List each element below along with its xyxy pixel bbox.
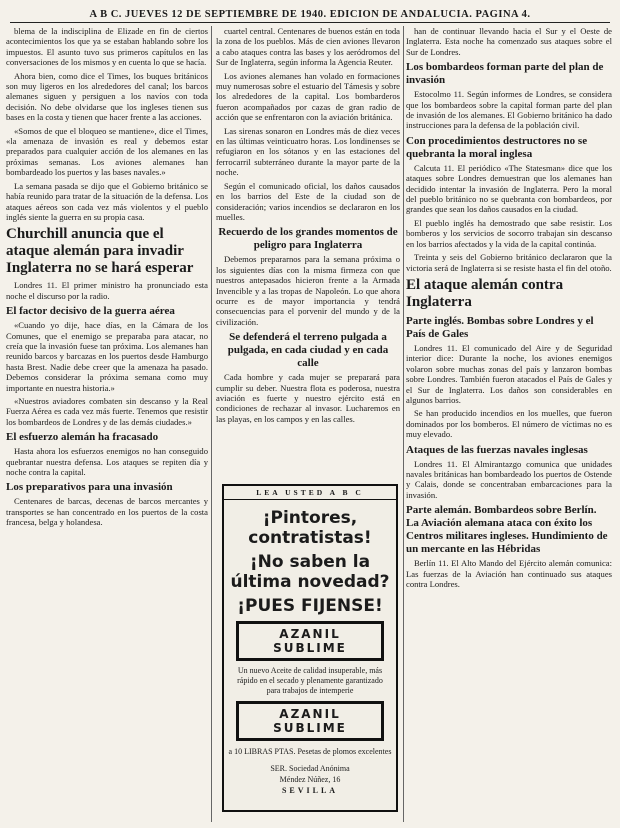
ad-brand: AZANIL SUBLIME [236,621,384,661]
paragraph: Cada hombre y cada mujer se preparará para cumplir su deber. Nuestra flota es poderosa, nuestra aviación es fuerte y nuestro ejército está en condiciones de rechazar al invasor. Lucharemos en las playas, en los campos y en las calles. [216,372,400,424]
paragraph: «Cuando yo dije, hace días, en la Cámara de los Comunes, que el enemigo se preparaba para atacar, no creía que la invasión fuese tan próxima. Los alemanes han reunido barcos y barcazas en los puertos desde Hamburgo hasta Brest. Nadie debe creer que la amenaza ha pasado. Debemos considerar la próxima semana como muy importante en nuestra historia.» [6,320,208,393]
paragraph: Hasta ahora los esfuerzos enemigos no han conseguido quebrantar nuestra defensa. Los ataques se repiten día y noche contra la capital. [6,446,208,477]
column-1 [6,26,208,822]
paragraph: Calcuta 11. El periódico «The Statesman» dice que los ataques sobre Londres demuestran que los alemanes han decidido intentar la invasión de Inglaterra. Pero la moral del pueblo británico no se quebranta con bombardeos, por grandes que sean los daños causados en la ciudad. [406,162,612,215]
column-2 [216,26,400,478]
advertisement [222,484,398,812]
column-rule [403,26,404,822]
ad-headline: ¡No saben la última novedad? [230,552,390,592]
ad-headline: ¡PUES FIJENSE! [237,596,383,616]
dateline: Londres 11. El primer ministro ha pronunciado esta noche el discurso por la radio. [6,280,208,301]
ad-dealer: SER. Sociedad Anónima [270,764,350,773]
paragraph: Berlín 11. El Alto Mando del Ejército alemán comunica: Las fuerzas de la Aviación han continuado sus ataques contra Londres. [406,558,612,589]
paragraph: Estocolmo 11. Según informes de Londres, se considera que los bombardeos sobre la capital forman parte del plan de invasión de los alemanes. El Gobierno británico ha dado instrucciones para la defensa de la población civil. [406,89,612,131]
ad-headline: ¡Pintores, contratistas! [248,508,372,548]
subheading: Se defenderá el terreno pulgada a pulgada, en cada ciudad y en cada calle [227,331,389,370]
paragraph: Se han producido incendios en los muelles, que fueron dominados por los bomberos. El número de víctimas no es muy elevado. [406,408,612,440]
paragraph: Los aviones alemanes han volado en formaciones muy numerosas sobre el estuario del Támesis y sobre los alrededores de la capital. Los bombarderos fueron acompañados por cazas de gran radio de acción que se enfrentaron con la aviación británica. [216,70,400,123]
headline-ataque: El ataque alemán contra Inglaterra [406,276,564,310]
paragraph: cuartel central. Centenares de buenos están en toda la zona de los pueblos. Más de cien aviones llevaron a cabo ataques contra las bases y los aeródromos del Sur de Inglaterra, según informa la Agencia Reuter. [216,26,400,68]
paragraph: han de continuar llevando hacia el Sur y el Oeste de Inglaterra. Esta noche ha comenzado sus ataques sobre el Sur de Londres. [406,26,612,57]
subheading: Con procedimientos destructores no se quebranta la moral inglesa [406,134,588,160]
paragraph: El pueblo inglés ha demostrado que sabe resistir. Los bomberos y los servicios de socorro trabajan sin descanso en los barrios afectados y la vida de la capital continúa. [406,217,612,249]
ad-brand: AZANIL SUBLIME [236,701,384,741]
subheading: Parte alemán. Bombardeos sobre Berlín. La Aviación alemana ataca con éxito los Centros militares ingleses. Hundimiento de un mercante en las Hébridas [406,504,608,556]
headline-churchill: Churchill anuncia que el ataque alemán para invadir Inglaterra no se hará esperar [6,226,194,277]
ad-city: SEVILLA [281,786,339,795]
column-rule [211,26,212,822]
subheading: El factor decisivo de la guerra aérea [6,305,175,318]
paragraph: «Somos de que el bloqueo se mantiene», dice el Times, «la amenaza de invasión es real y debemos estar preparados para cualquier acción de los alemanes en las próximas semanas. Los aviones alemanes han bombardeado los puertos y las bases navales.» [6,125,208,178]
subheading: Los bombardeos forman parte del plan de invasión [406,61,604,87]
paragraph: Según el comunicado oficial, los daños causados en los barrios del Este de la ciudad son de consideración; varios incendios se declararon en los muelles. [216,180,400,222]
paragraph: Londres 11. El comunicado del Aire y de Seguridad interior dice: Durante la noche, los aviones enemigos volaron sobre muchas zonas del país y lanzaron bombas sobre Londres. También fueron atacados el País de Gales y el Sur de Inglaterra. Los daños son considerables en algunos barrios. [406,342,612,405]
ad-price: a 10 LIBRAS PTAS. Pesetas de plomos excelentes [228,747,392,756]
ad-description: Un nuevo Aceite de calidad insuperable, más rápido en el secado y plenamente garantizado para trabajos de intemperie [237,666,383,695]
paragraph: Centenares de barcas, decenas de barcos mercantes y transportes se han concentrado en los puertos de la costa francesa, belga y holandesa. [6,496,208,528]
paragraph: Londres 11. El Almirantazgo comunica que unidades navales británicas han bombardeado los puertos de Ostende y Calais, donde se concentraban embarcaciones para la invasión. [406,458,612,500]
subheading: El esfuerzo alemán ha fracasado [6,431,159,444]
paragraph: blema de la indisciplina de Elizade en fin de ciertos acontecimientos los que ya se estaban hablando sobre los impuestos. El asunto tuvo sus primeros capítulos en las conversaciones de los mismos y en cuenta lo que se hacía. [6,26,208,68]
paragraph: Las sirenas sonaron en Londres más de diez veces en las últimas veinticuatro horas. Los londinenses se refugiaron en los sótanos y en las estaciones del ferrocarril subterráneo durante la mayor parte de la noche. [216,125,400,178]
paragraph: Treinta y seis del Gobierno británico declararon que la victoria será de Inglaterra si se resiste hasta el fin del otoño. [406,252,612,273]
subheading: Los preparativos para una invasión [6,481,173,494]
ad-address: Méndez Núñez, 16 [279,775,341,784]
subheading: Recuerdo de los grandes momentos de peligro para Inglaterra [218,226,398,252]
subheading: Parte inglés. Bombas sobre Londres y el País de Gales [406,314,594,340]
page-header: A B C. JUEVES 12 DE SEPTIEMBRE DE 1940. EDICION DE ANDALUCIA. PAGINA 4. [10,6,610,23]
paragraph: La semana pasada se dijo que el Gobierno británico se había reunido para tratar de la situación de la defensa. Los ataques aéreos son cada vez más violentos y el pueblo inglés siente la guerra en su propia casa. [6,180,208,222]
paragraph: Ahora bien, como dice el Times, los buques británicos son muy ligeros en los alrededores del canal; los barcos alemanes siguen y persiguen a los navíos con toda decisión. No debe olvidarse que los ingleses tienen sus bases en la costa y tienen que hacer frente a las acciones. [6,70,208,123]
subheading: Ataques de las fuerzas navales inglesas [406,443,588,456]
paragraph: «Nuestros aviadores combaten sin descanso y la Real Fuerza Aérea es cada vez más fuerte. Tenemos que resistir los bombardeos de Londres y de las demás ciudades.» [6,395,208,427]
column-3 [406,26,612,822]
ad-banner: LEA USTED A B C [224,486,396,500]
paragraph: Debemos prepararnos para la semana próxima o los siguientes días con la misma firmeza con que nuestros antepasados hicieron frente a la Armada Invencible y a las tropas de Napoleón. Lo que ahora ocurre es de mayor importancia y tendrá consecuencias para el porvenir del mundo y de la civilización. [216,254,400,327]
